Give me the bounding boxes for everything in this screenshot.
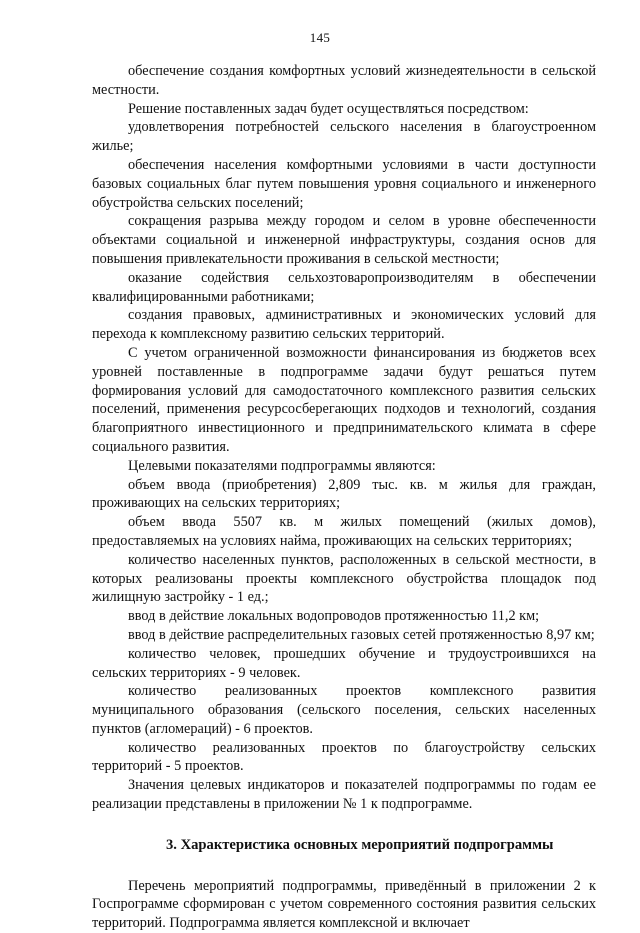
paragraph-settlements-count: количество населенных пунктов, расположенных в сельской местности, в которых реализованы проекты комплексного обустройства площадок под жилищную застройку - 1 ед.; — [92, 551, 596, 606]
paragraph-housing-volume: объем ввода (приобретения) 2,809 тыс. кв. м жилья для граждан, проживающих на сельских территориях; — [92, 476, 596, 512]
paragraph-improvement-projects: количество реализованных проектов по благоустройству сельских территорий - 5 проектов. — [92, 739, 596, 775]
paragraph-water-supply: ввод в действие локальных водопроводов протяженностью 11,2 км; — [128, 608, 540, 625]
section-heading: 3. Характеристика основных мероприятий подпрограммы — [166, 836, 554, 853]
document-body — [92, 62, 596, 933]
paragraph-rental-housing: объем ввода 5507 кв. м жилых помещений (жилых домов), предоставляемых на условиях найма, проживающих на сельских территориях; — [92, 514, 596, 549]
paragraph-activities-list: Перечень мероприятий подпрограммы, приведённый в приложении 2 к Госпрограмме сформирован с учетом современного состояния развития сельских территорий. Подпрограмма является комплексной и включает — [92, 877, 596, 932]
paragraph-comfort-conditions: обеспечение создания комфортных условий жизнедеятельности в сельской местности. — [92, 63, 596, 98]
paragraph-housing-needs: удовлетворения потребностей сельского населения в благоустроенном жилье; — [92, 119, 596, 155]
paragraph-limited-financing: С учетом ограниченной возможности финансирования из бюджетов всех уровней поставленные в подпрограмме задачи будут решаться путем формирования условий для самодостаточного комплексного развития сельских поселений, применения ресурсосберегающих подходов и технологий, создания благоприятного инвестиционного и предпринимательского климата в сфере социального развития. — [92, 344, 596, 455]
paragraph-solution-intro: Решение поставленных задач будет осуществляться посредством: — [128, 100, 529, 117]
paragraph-city-village-gap: сокращения разрыва между городом и селом в уровне обеспеченности объектами социальной и инженерной инфраструктуры, создания основ для повышения привлекательности проживания в сельской местности; — [92, 213, 596, 267]
paragraph-qualified-workers: оказание содействия сельхозтоваропроизводителям в обеспечении квалифицированными работниками; — [92, 269, 596, 305]
paragraph-social-goods: обеспечения населения комфортными условиями в части доступности базовых социальных благ путем повышения уровня социального и инженерного обустройства сельских поселений; — [92, 156, 596, 211]
paragraph-trained-people: количество человек, прошедших обучение и трудоустроившихся на сельских территориях - 9 человек. — [92, 645, 596, 681]
paragraph-indicator-values: Значения целевых индикаторов и показателей подпрограммы по годам ее реализации представлены в приложении № 1 к подпрограмме. — [92, 777, 596, 813]
paragraph-legal-conditions: создания правовых, административных и экономических условий для перехода к комплексному развитию сельских территорий. — [92, 307, 596, 343]
paragraph-target-indicators-intro: Целевыми показателями подпрограммы являются: — [128, 457, 436, 474]
page-number: 145 — [309, 30, 331, 45]
paragraph-gas-networks: ввод в действие распределительных газовых сетей протяженностью 8,97 км; — [128, 626, 595, 643]
paragraph-development-projects: количество реализованных проектов комплексного развития муниципального образования (сельского поселения, сельских населенных пунктов (агломераций) - 6 проектов. — [92, 683, 596, 737]
